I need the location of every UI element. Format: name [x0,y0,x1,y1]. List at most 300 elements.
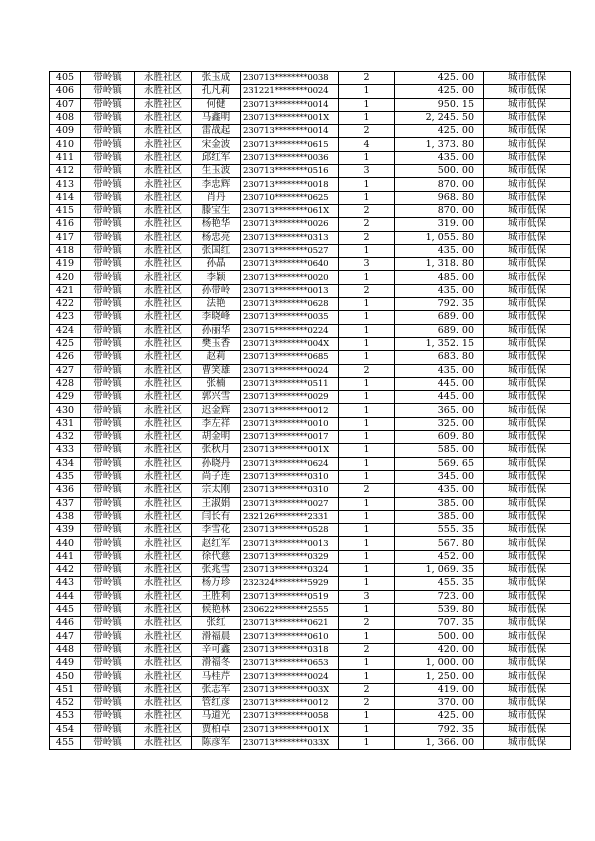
community-cell: 永胜社区 [135,298,192,311]
id-number-cell: 230713********004X [241,337,339,350]
amount-cell: 425. 00 [395,125,484,138]
id-number-cell: 230713********0621 [241,617,339,630]
id-number-cell: 230713********0324 [241,563,339,576]
amount-cell: 435. 00 [395,244,484,257]
name-cell: 闫长有 [192,510,241,523]
town-cell: 带岭镇 [81,324,135,337]
table-row [50,736,571,749]
table-row [50,657,571,670]
id-number-cell: 230713********033X [241,736,339,749]
name-cell: 辛可鑫 [192,643,241,656]
household-count-cell: 1 [339,311,395,324]
row-number-cell: 428 [50,377,81,390]
community-cell: 永胜社区 [135,497,192,510]
community-cell: 永胜社区 [135,111,192,124]
table-row [50,337,571,350]
id-number-cell: 230713********0024 [241,364,339,377]
amount-cell: 425. 00 [395,85,484,98]
amount-cell: 445. 00 [395,391,484,404]
community-cell: 永胜社区 [135,404,192,417]
town-cell: 带岭镇 [81,391,135,404]
name-cell: 张玉成 [192,72,241,85]
benefit-type-cell: 城市低保 [484,244,571,257]
community-cell: 永胜社区 [135,138,192,151]
table-row [50,484,571,497]
table-row [50,72,571,85]
name-cell: 肖丹 [192,191,241,204]
benefit-type-cell: 城市低保 [484,696,571,709]
table-row [50,231,571,244]
benefit-type-cell: 城市低保 [484,98,571,111]
town-cell: 带岭镇 [81,85,135,98]
household-count-cell: 2 [339,218,395,231]
row-number-cell: 442 [50,563,81,576]
row-number-cell: 446 [50,617,81,630]
town-cell: 带岭镇 [81,470,135,483]
benefit-type-cell: 城市低保 [484,391,571,404]
id-number-cell: 230713********0014 [241,98,339,111]
household-count-cell: 1 [339,337,395,350]
town-cell: 带岭镇 [81,657,135,670]
town-cell: 带岭镇 [81,231,135,244]
household-count-cell: 1 [339,151,395,164]
household-count-cell: 1 [339,563,395,576]
row-number-cell: 410 [50,138,81,151]
id-number-cell: 230713********0010 [241,417,339,430]
benefit-type-cell: 城市低保 [484,657,571,670]
town-cell: 带岭镇 [81,630,135,643]
amount-cell: 567. 80 [395,537,484,550]
benefit-type-cell: 城市低保 [484,311,571,324]
table-row [50,696,571,709]
benefit-type-cell: 城市低保 [484,351,571,364]
amount-cell: 485. 00 [395,271,484,284]
name-cell: 张志军 [192,683,241,696]
amount-cell: 425. 00 [395,72,484,85]
benefit-type-cell: 城市低保 [484,470,571,483]
community-cell: 永胜社区 [135,457,192,470]
community-cell: 永胜社区 [135,218,192,231]
community-cell: 永胜社区 [135,72,192,85]
household-count-cell: 1 [339,391,395,404]
row-number-cell: 424 [50,324,81,337]
row-number-cell: 419 [50,258,81,271]
benefit-type-cell: 城市低保 [484,723,571,736]
name-cell: 法艳 [192,298,241,311]
household-count-cell: 2 [339,72,395,85]
benefit-type-cell: 城市低保 [484,670,571,683]
household-count-cell: 4 [339,138,395,151]
household-count-cell: 3 [339,590,395,603]
amount-cell: 435. 00 [395,484,484,497]
benefit-type-cell: 城市低保 [484,337,571,350]
community-cell: 永胜社区 [135,550,192,563]
row-number-cell: 406 [50,85,81,98]
household-count-cell: 1 [339,524,395,537]
community-cell: 永胜社区 [135,311,192,324]
household-count-cell: 1 [339,497,395,510]
id-number-cell: 231221********0024 [241,85,339,98]
household-count-cell: 1 [339,271,395,284]
community-cell: 永胜社区 [135,258,192,271]
row-number-cell: 453 [50,710,81,723]
name-cell: 孙带岭 [192,284,241,297]
row-number-cell: 447 [50,630,81,643]
town-cell: 带岭镇 [81,484,135,497]
benefit-type-cell: 城市低保 [484,497,571,510]
table-row [50,603,571,616]
id-number-cell: 230713********0014 [241,125,339,138]
row-number-cell: 416 [50,218,81,231]
community-cell: 永胜社区 [135,271,192,284]
town-cell: 带岭镇 [81,510,135,523]
id-number-cell: 230713********0013 [241,284,339,297]
community-cell: 永胜社区 [135,444,192,457]
amount-cell: 968. 80 [395,191,484,204]
id-number-cell: 230713********0310 [241,470,339,483]
community-cell: 永胜社区 [135,590,192,603]
name-cell: 陈彦军 [192,736,241,749]
id-number-cell: 230713********0012 [241,404,339,417]
table-row [50,590,571,603]
row-number-cell: 418 [50,244,81,257]
benefit-type-cell: 城市低保 [484,231,571,244]
community-cell: 永胜社区 [135,603,192,616]
name-cell: 贾柏卓 [192,723,241,736]
benefit-type-cell: 城市低保 [484,537,571,550]
id-number-cell: 230713********0615 [241,138,339,151]
id-number-cell: 230713********0628 [241,298,339,311]
community-cell: 永胜社区 [135,643,192,656]
town-cell: 带岭镇 [81,111,135,124]
name-cell: 张秋月 [192,444,241,457]
community-cell: 永胜社区 [135,736,192,749]
table-row [50,723,571,736]
row-number-cell: 455 [50,736,81,749]
name-cell: 李雪花 [192,524,241,537]
household-count-cell: 1 [339,111,395,124]
table-row [50,457,571,470]
id-number-cell: 230713********0017 [241,431,339,444]
community-cell: 永胜社区 [135,524,192,537]
name-cell: 孔凡莉 [192,85,241,98]
amount-cell: 1, 366. 00 [395,736,484,749]
household-count-cell: 3 [339,165,395,178]
table-row [50,218,571,231]
table-row [50,244,571,257]
amount-cell: 792. 35 [395,298,484,311]
community-cell: 永胜社区 [135,710,192,723]
town-cell: 带岭镇 [81,151,135,164]
town-cell: 带岭镇 [81,670,135,683]
name-cell: 樊玉香 [192,337,241,350]
community-cell: 永胜社区 [135,324,192,337]
town-cell: 带岭镇 [81,683,135,696]
household-count-cell: 2 [339,364,395,377]
row-number-cell: 439 [50,524,81,537]
household-count-cell: 1 [339,577,395,590]
row-number-cell: 432 [50,431,81,444]
table-row [50,391,571,404]
row-number-cell: 427 [50,364,81,377]
name-cell: 赵莉 [192,351,241,364]
row-number-cell: 437 [50,497,81,510]
row-number-cell: 440 [50,537,81,550]
community-cell: 永胜社区 [135,630,192,643]
name-cell: 王淑娟 [192,497,241,510]
community-cell: 永胜社区 [135,85,192,98]
town-cell: 带岭镇 [81,577,135,590]
town-cell: 带岭镇 [81,444,135,457]
benefit-type-cell: 城市低保 [484,271,571,284]
amount-cell: 445. 00 [395,377,484,390]
community-cell: 永胜社区 [135,417,192,430]
table-row [50,111,571,124]
row-number-cell: 431 [50,417,81,430]
name-cell: 张兆雪 [192,563,241,576]
household-count-cell: 1 [339,324,395,337]
id-number-cell: 230713********001X [241,111,339,124]
name-cell: 马鑫明 [192,111,241,124]
community-cell: 永胜社区 [135,470,192,483]
amount-cell: 500. 00 [395,165,484,178]
table-row [50,178,571,191]
benefit-type-cell: 城市低保 [484,218,571,231]
benefit-type-cell: 城市低保 [484,431,571,444]
row-number-cell: 435 [50,470,81,483]
amount-cell: 365. 00 [395,404,484,417]
row-number-cell: 430 [50,404,81,417]
id-number-cell: 230710********0625 [241,191,339,204]
household-count-cell: 3 [339,258,395,271]
name-cell: 管红彦 [192,696,241,709]
id-number-cell: 232126********2331 [241,510,339,523]
id-number-cell: 230713********0026 [241,218,339,231]
row-number-cell: 413 [50,178,81,191]
household-count-cell: 1 [339,723,395,736]
table-row [50,311,571,324]
name-cell: 何健 [192,98,241,111]
household-count-cell: 1 [339,85,395,98]
town-cell: 带岭镇 [81,178,135,191]
table-row [50,524,571,537]
table-row [50,258,571,271]
household-count-cell: 1 [339,98,395,111]
town-cell: 带岭镇 [81,311,135,324]
town-cell: 带岭镇 [81,218,135,231]
benefit-type-cell: 城市低保 [484,111,571,124]
table-row [50,298,571,311]
id-number-cell: 230713********0519 [241,590,339,603]
household-count-cell: 2 [339,617,395,630]
table-row [50,683,571,696]
row-number-cell: 425 [50,337,81,350]
community-cell: 永胜社区 [135,151,192,164]
community-cell: 永胜社区 [135,204,192,217]
id-number-cell: 230713********0624 [241,457,339,470]
row-number-cell: 454 [50,723,81,736]
town-cell: 带岭镇 [81,138,135,151]
household-count-cell: 1 [339,603,395,616]
table-row [50,364,571,377]
amount-cell: 452. 00 [395,550,484,563]
amount-cell: 1, 250. 00 [395,670,484,683]
amount-cell: 1, 352. 15 [395,337,484,350]
community-cell: 永胜社区 [135,577,192,590]
id-number-cell: 230713********0013 [241,537,339,550]
id-number-cell: 230713********0329 [241,550,339,563]
benefit-type-cell: 城市低保 [484,617,571,630]
town-cell: 带岭镇 [81,404,135,417]
amount-cell: 707. 35 [395,617,484,630]
table-row [50,470,571,483]
name-cell: 赵红军 [192,537,241,550]
household-count-cell: 1 [339,510,395,523]
benefit-type-cell: 城市低保 [484,683,571,696]
benefit-type-cell: 城市低保 [484,457,571,470]
name-cell: 迟金辉 [192,404,241,417]
amount-cell: 950. 15 [395,98,484,111]
benefit-type-cell: 城市低保 [484,72,571,85]
amount-cell: 792. 35 [395,723,484,736]
community-cell: 永胜社区 [135,657,192,670]
town-cell: 带岭镇 [81,550,135,563]
amount-cell: 555. 35 [395,524,484,537]
amount-cell: 1, 000. 00 [395,657,484,670]
town-cell: 带岭镇 [81,165,135,178]
household-count-cell: 1 [339,404,395,417]
town-cell: 带岭镇 [81,258,135,271]
benefit-type-cell: 城市低保 [484,284,571,297]
name-cell: 滕宝生 [192,204,241,217]
household-count-cell: 2 [339,683,395,696]
town-cell: 带岭镇 [81,710,135,723]
community-cell: 永胜社区 [135,165,192,178]
id-number-cell: 230713********0036 [241,151,339,164]
name-cell: 雷战起 [192,125,241,138]
town-cell: 带岭镇 [81,337,135,350]
table-row [50,98,571,111]
id-number-cell: 230713********0018 [241,178,339,191]
benefit-type-cell: 城市低保 [484,165,571,178]
community-cell: 永胜社区 [135,125,192,138]
town-cell: 带岭镇 [81,271,135,284]
amount-cell: 1, 069. 35 [395,563,484,576]
name-cell: 李颖 [192,271,241,284]
id-number-cell: 230713********0511 [241,377,339,390]
amount-cell: 539. 80 [395,603,484,616]
community-cell: 永胜社区 [135,244,192,257]
row-number-cell: 415 [50,204,81,217]
table-row [50,670,571,683]
table-row [50,271,571,284]
town-cell: 带岭镇 [81,351,135,364]
benefit-type-cell: 城市低保 [484,298,571,311]
household-count-cell: 2 [339,284,395,297]
id-number-cell: 230713********0024 [241,670,339,683]
community-cell: 永胜社区 [135,510,192,523]
household-count-cell: 1 [339,417,395,430]
name-cell: 杨忠亮 [192,231,241,244]
benefit-type-cell: 城市低保 [484,125,571,138]
community-cell: 永胜社区 [135,431,192,444]
row-number-cell: 452 [50,696,81,709]
community-cell: 永胜社区 [135,364,192,377]
town-cell: 带岭镇 [81,98,135,111]
amount-cell: 435. 00 [395,364,484,377]
name-cell: 尚子连 [192,470,241,483]
benefit-type-cell: 城市低保 [484,643,571,656]
table-row [50,404,571,417]
community-cell: 永胜社区 [135,683,192,696]
row-number-cell: 436 [50,484,81,497]
row-number-cell: 429 [50,391,81,404]
id-number-cell: 230713********0527 [241,244,339,257]
benefit-type-cell: 城市低保 [484,524,571,537]
id-number-cell: 230713********0318 [241,643,339,656]
benefit-type-cell: 城市低保 [484,85,571,98]
town-cell: 带岭镇 [81,723,135,736]
id-number-cell: 230715********0224 [241,324,339,337]
benefit-type-cell: 城市低保 [484,590,571,603]
row-number-cell: 449 [50,657,81,670]
row-number-cell: 412 [50,165,81,178]
community-cell: 永胜社区 [135,191,192,204]
benefit-type-cell: 城市低保 [484,710,571,723]
community-cell: 永胜社区 [135,723,192,736]
household-count-cell: 1 [339,457,395,470]
table-row [50,85,571,98]
amount-cell: 319. 00 [395,218,484,231]
household-count-cell: 1 [339,736,395,749]
amount-cell: 435. 00 [395,151,484,164]
id-number-cell: 230713********0027 [241,497,339,510]
town-cell: 带岭镇 [81,244,135,257]
community-cell: 永胜社区 [135,391,192,404]
row-number-cell: 420 [50,271,81,284]
table-row [50,204,571,217]
benefit-type-cell: 城市低保 [484,444,571,457]
table-row [50,444,571,457]
amount-cell: 569. 65 [395,457,484,470]
name-cell: 杨艳华 [192,218,241,231]
town-cell: 带岭镇 [81,537,135,550]
id-number-cell: 230713********0038 [241,72,339,85]
community-cell: 永胜社区 [135,351,192,364]
table-row [50,324,571,337]
town-cell: 带岭镇 [81,590,135,603]
table-row [50,165,571,178]
benefit-type-cell: 城市低保 [484,417,571,430]
town-cell: 带岭镇 [81,457,135,470]
row-number-cell: 414 [50,191,81,204]
town-cell: 带岭镇 [81,191,135,204]
table-row [50,630,571,643]
benefit-type-cell: 城市低保 [484,178,571,191]
community-cell: 永胜社区 [135,563,192,576]
town-cell: 带岭镇 [81,284,135,297]
id-number-cell: 230713********003X [241,683,339,696]
town-cell: 带岭镇 [81,497,135,510]
household-count-cell: 1 [339,444,395,457]
id-number-cell: 230713********0310 [241,484,339,497]
table-row [50,550,571,563]
household-count-cell: 1 [339,537,395,550]
row-number-cell: 450 [50,670,81,683]
id-number-cell: 230713********0653 [241,657,339,670]
amount-cell: 425. 00 [395,710,484,723]
table-row [50,125,571,138]
